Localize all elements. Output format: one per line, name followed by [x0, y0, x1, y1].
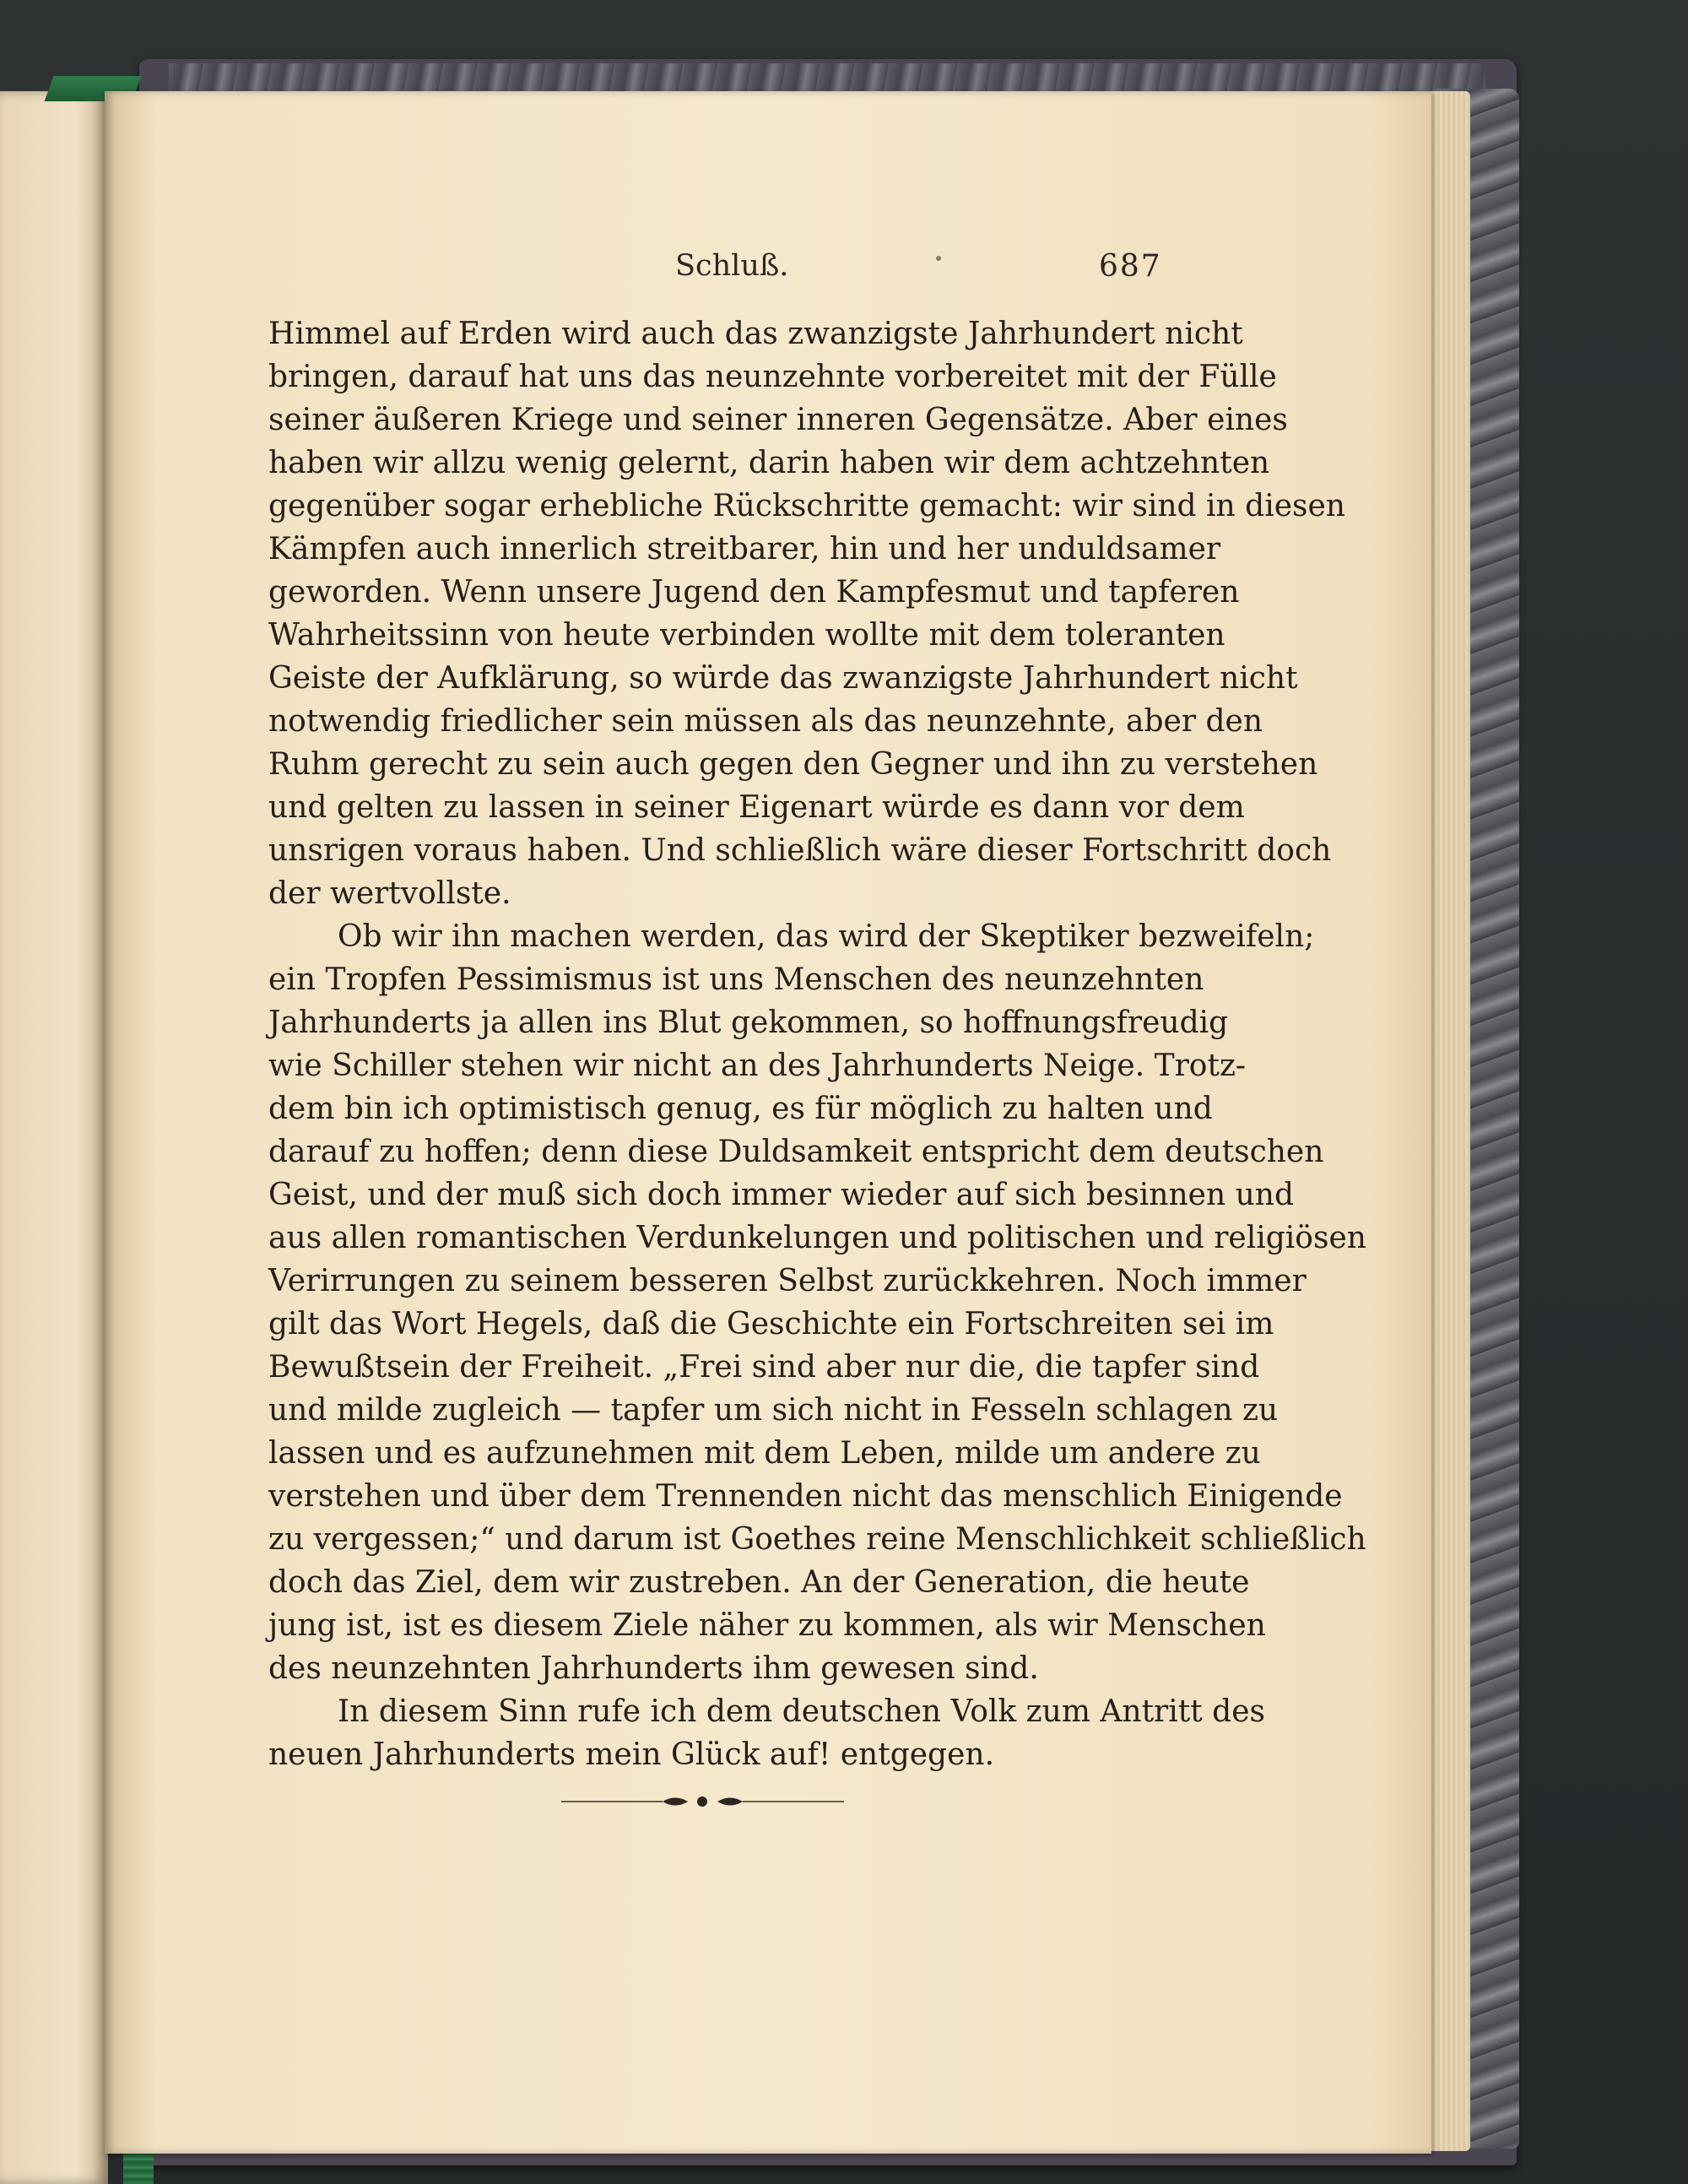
text-line: der wertvollste.: [268, 876, 511, 911]
text-line: geworden. Wenn unsere Jugend den Kampfesmut und tapferen: [268, 575, 1240, 610]
text-line: Ruhm gerecht zu sein auch gegen den Gegner und ihn zu verstehen: [268, 747, 1318, 782]
text-line: notwendig friedlicher sein müssen als das neunzehnte, aber den: [268, 704, 1263, 739]
text-line: und milde zugleich — tapfer um sich nicht in Fesseln schlagen zu: [268, 1393, 1279, 1428]
text-line: gegenüber sogar erhebliche Rückschritte gemacht: wir sind in diesen: [268, 489, 1345, 523]
running-header: Schluß.: [675, 249, 789, 283]
text-line: neuen Jahrhunderts mein Glück auf! entgegen.: [268, 1737, 995, 1772]
text-line: Himmel auf Erden wird auch das zwanzigste Jahrhundert nicht: [268, 317, 1243, 351]
text-line: In diesem Sinn rufe ich dem deutschen Volk zum Antritt des: [338, 1694, 1265, 1729]
body-text: [268, 312, 1366, 1776]
text-line: und gelten zu lassen in seiner Eigenart würde es dann vor dem: [268, 790, 1245, 825]
text-line: Geiste der Aufklärung, so würde das zwanzigste Jahrhundert nicht: [268, 661, 1298, 696]
text-line: unsrigen voraus haben. Und schließlich wäre dieser Fortschritt doch: [268, 833, 1332, 868]
text-line: Kämpfen auch innerlich streitbarer, hin und her unduldsamer: [268, 532, 1221, 566]
text-line: darauf zu hoffen; denn diese Duldsamkeit entspricht dem deutschen: [268, 1135, 1324, 1169]
text-line: gilt das Wort Hegels, daß die Geschichte ein Fortschreiten sei im: [268, 1307, 1274, 1341]
page-number: 687: [1099, 249, 1162, 284]
text-line: seiner äußeren Kriege und seiner inneren Gegensätze. Aber eines: [268, 403, 1288, 437]
text-line: aus allen romantischen Verdunkelungen und politischen und religiösen: [268, 1221, 1366, 1255]
text-line: bringen, darauf hat uns das neunzehnte vorbereitet mit der Fülle: [268, 360, 1277, 394]
text-line: wie Schiller stehen wir nicht an des Jahrhunderts Neige. Trotz-: [268, 1049, 1247, 1083]
text-line: zu vergessen;“ und darum ist Goethes reine Menschlichkeit schließlich: [268, 1522, 1366, 1557]
left-page-edge: [0, 91, 108, 2184]
text-line: ein Tropfen Pessimismus ist uns Menschen des neunzehnten: [268, 962, 1204, 997]
end-ornament: [561, 1791, 844, 1812]
page-speck: [936, 256, 941, 261]
text-line: haben wir allzu wenig gelernt, darin haben wir dem achtzehnten: [268, 446, 1270, 480]
text-line: lassen und es aufzunehmen mit dem Leben, milde um andere zu: [268, 1436, 1261, 1471]
text-line: Ob wir ihn machen werden, das wird der Skeptiker bezweifeln;: [338, 919, 1315, 954]
text-line: Geist, und der muß sich doch immer wieder auf sich besinnen und: [268, 1178, 1294, 1212]
text-line: Jahrhunderts ja allen ins Blut gekommen, so hoffnungsfreudig: [268, 1005, 1229, 1040]
text-line: dem bin ich optimistisch genug, es für möglich zu halten und: [268, 1092, 1213, 1126]
text-line: Wahrheitssinn von heute verbinden wollte mit dem toleranten: [268, 618, 1225, 653]
text-line: des neunzehnten Jahrhunderts ihm gewesen sind.: [268, 1651, 1039, 1686]
text-line: jung ist, ist es diesem Ziele näher zu kommen, als wir Menschen: [268, 1608, 1266, 1643]
text-line: Bewußtsein der Freiheit. „Frei sind aber nur die, die tapfer sind: [268, 1350, 1260, 1385]
text-line: verstehen und über dem Trennenden nicht das menschlich Einigende: [268, 1479, 1343, 1514]
text-line: Verirrungen zu seinem besseren Selbst zurückkehren. Noch immer: [268, 1264, 1307, 1298]
text-line: doch das Ziel, dem wir zustreben. An der Generation, die heute: [268, 1565, 1250, 1600]
